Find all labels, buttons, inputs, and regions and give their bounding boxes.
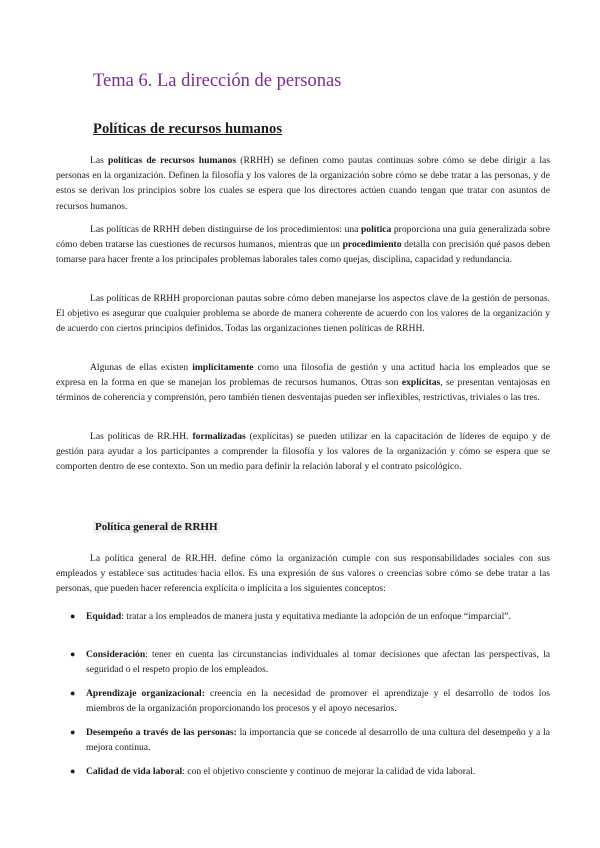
paragraph-text: como una filosofía de gestión y una actitud hacia los empleados que se expresa en la forma en que se manejan los problemas de recursos humanos. Otras son	[56, 362, 550, 389]
bold-term: política	[360, 224, 392, 235]
bullet-term: Equidad	[86, 611, 122, 622]
bullet-list	[56, 686, 550, 716]
bullet-text: : con el objetivo consciente y continuo de mejorar la calidad de vida laboral.	[182, 766, 476, 777]
bullet-icon: ●	[70, 649, 76, 659]
paragraph-text: (explícitas) se pueden utilizar en la capacitación de líderes de equipo y de gestión para ayudar a los participantes a comprender la filosofía y los valores de la organización y cómo se espera que se comporten dentro de ese contexto. Son un medio para definir la relación laboral y el contrato psicológico.	[56, 431, 550, 473]
subsection-heading: Política general de RRHH	[95, 521, 218, 533]
paragraph-text: , se presentan ventajosas en términos de coherencia y comprensión, pero también tienen desventajas pueden ser inflexibles, restrictivas, triviales o las tres.	[56, 377, 550, 404]
bullet-term: Desempeño a través de las personas:	[86, 727, 237, 738]
paragraph-text: proporciona una guía generalizada sobre cómo deben tratarse las cuestiones de recursos humanos, mientras que un	[56, 224, 550, 251]
paragraph-2	[56, 222, 550, 268]
paragraph-text: detalla con precisión qué pasos deben tomarse para hacer frente a los principales problemas laborales tales como quejas, disciplina, capacidad y redundancia.	[56, 239, 550, 266]
bullet-icon: ●	[70, 727, 76, 737]
bullet-term: Calidad de vida laboral	[86, 766, 183, 777]
bullet-list	[56, 647, 550, 677]
bullet-list	[56, 764, 550, 779]
paragraph-5	[56, 429, 550, 475]
paragraph-text: Las	[90, 155, 109, 166]
list-item	[56, 647, 550, 677]
bullet-text: la importancia que se concede al desarrollo de una cultura del desempeño y a la mejora continua.	[86, 727, 550, 754]
bullet-list	[56, 725, 550, 755]
section-heading: Políticas de recursos humanos	[93, 121, 283, 137]
bullet-term: Consideración	[86, 649, 146, 660]
bullet-text: : tener en cuenta las circunstancias individuales al tomar decisiones que afectan las perspectivas, la seguridad o el respeto propio de los empleados.	[86, 649, 550, 676]
bullet-list	[56, 609, 550, 624]
bullet-icon: ●	[70, 688, 76, 698]
list-item	[56, 686, 550, 716]
bold-term: formalizadas	[192, 431, 246, 442]
paragraph-text: Las políticas de RRHH deben distinguirse de los procedimientos: una	[90, 224, 361, 235]
bold-term: implícitamente	[192, 362, 254, 373]
bold-term: explícitas	[401, 377, 441, 389]
bullet-icon: ●	[70, 766, 76, 776]
paragraph-4	[56, 360, 550, 406]
bullet-term: Aprendizaje organizacional:	[86, 688, 205, 699]
subsection-paragraph: La política general de RR.HH. define cómo la organización cumple con sus responsabilidades sociales con sus empleados y establece sus actitudes hacia ellos. Es una expresión de sus valores o creencias sobre cómo se debe tratar a las personas, que pueden hacer referencia explícita o implícita a los siguientes conceptos:	[56, 553, 550, 595]
bullet-text: creencia en la necesidad de promover el aprendizaje y el desarrollo de todos los miembros de la organización proporcionando los procesos y el apoyo necesarios.	[86, 688, 550, 715]
document-title: Tema 6. La dirección de personas	[93, 71, 342, 91]
bullet-text: : tratar a los empleados de manera justa y equitativa mediante la adopción de un enfoque “imparcial”.	[121, 611, 511, 622]
list-item	[56, 764, 550, 779]
paragraph-text: Algunas de ellas existen	[90, 362, 193, 373]
paragraph-text: (RRHH) se definen como pautas continuas sobre cómo se debe dirigir a las personas en la organización. Definen la filosofía y los valores de la organización sobre cómo se debe tratar a las personas, y de estos se derivan los principios sobre los cuales se espera que los directores actúen cuando tengan que tratar con asuntos de recursos humanos.	[56, 155, 550, 212]
paragraph-3	[56, 291, 550, 337]
bold-term: políticas de recursos humanos	[108, 155, 237, 166]
paragraph-text: Las políticas de RR.HH.	[90, 431, 193, 442]
bullet-icon: ●	[70, 611, 76, 621]
paragraph-1	[56, 153, 550, 214]
bold-term: procedimiento	[342, 239, 402, 251]
paragraph-text: Las políticas de RRHH proporcionan pautas sobre cómo deben manejarse los aspectos clave de la gestión de personas. El objetivo es asegurar que cualquier problema se aborde de manera coherente de acuerdo con los valores de la organización y de acuerdo con ciertos principios definidos. Todas las organizaciones tienen políticas de RRHH.	[56, 293, 550, 335]
list-item	[56, 725, 550, 755]
list-item	[56, 609, 550, 624]
